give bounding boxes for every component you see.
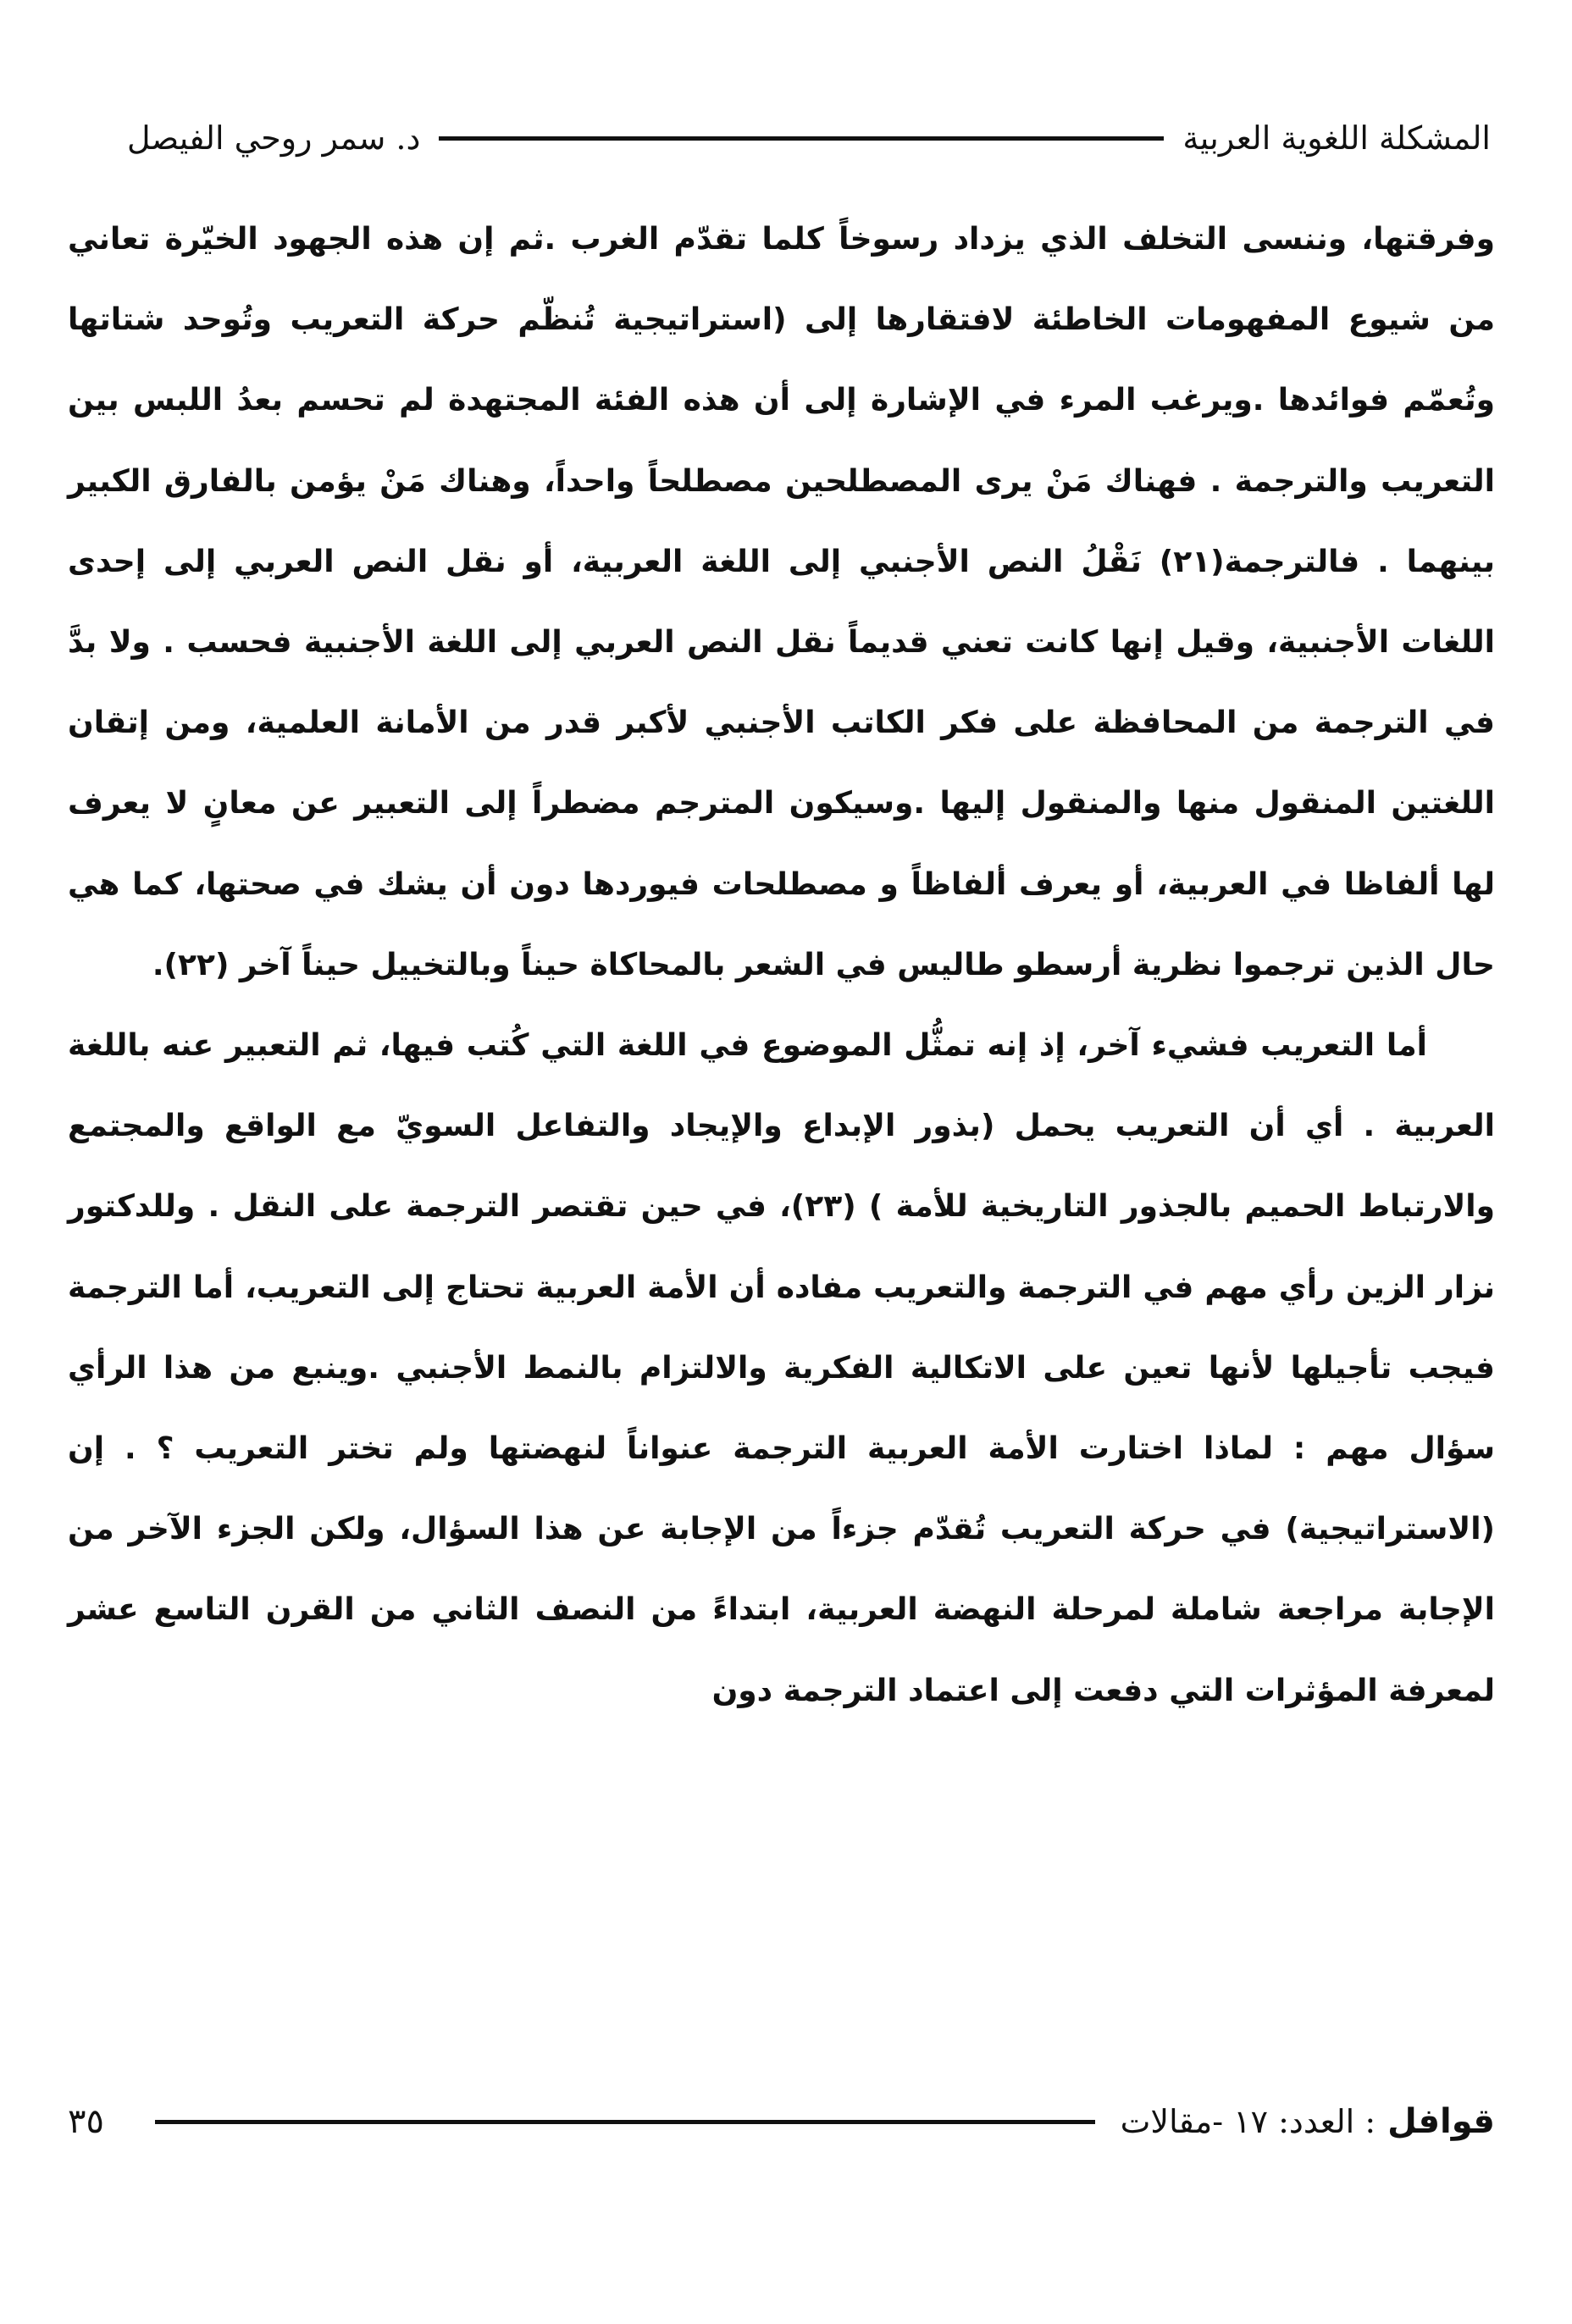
header-rule [439, 136, 1164, 141]
footer-issue-info: : العدد: ١٧ -مقالات [1120, 2103, 1376, 2140]
article-body [68, 199, 1495, 1731]
page-number: ٣٥ [68, 2102, 104, 2141]
paragraph-2: أما التعريب فشيء آخر، إذ إنه تمثُّل الموضوع في اللغة التي كُتب فيها، ثم التعبير عنه باللغة العربية . أي أن التعريب يحمل (بذور الإبداع والإيجاد والتفاعل السويّ مع الواقع والمجتمع والارتباط الحميم بالجذور التاريخية للأمة ) (٢٣)، في حين تقتصر الترجمة على النقل . وللدكتور نزار الزين رأي مهم في الترجمة والتعريب مفاده أن الأمة العربية تحتاج إلى التعريب، أما الترجمة فيجب تأجيلها لأنها تعين على الاتكالية الفكرية والالتزام بالنمط الأجنبي .وينبع من هذا الرأي سؤال مهم : لماذا اختارت الأمة العربية الترجمة عنواناً لنهضتها ولم تختر التعريب ؟ . إن (الاستراتيجية) في حركة التعريب تُقدّم جزءاً من الإجابة عن هذا السؤال، ولكن الجزء الآخر من الإجابة مراجعة شاملة لمرحلة النهضة العربية، ابتداءً من النصف الثاني من القرن التاسع عشر لمعرفة المؤثرات التي دفعت إلى اعتماد الترجمة دون [68, 1028, 1495, 1708]
footer-journal-name: قوافل [1387, 2102, 1495, 2141]
page-footer [68, 2092, 1495, 2151]
footer-rule [155, 2120, 1095, 2124]
header-author: د. سمر روحي الفيصل [127, 119, 421, 157]
paragraph-1: وفرقتها، وننسى التخلف الذي يزداد رسوخاً كلما تقدّم الغرب .ثم إن هذه الجهود الخيّرة تعاني من شيوع المفهومات الخاطئة لافتقارها إلى (استراتيجية تُنظّم حركة التعريب وتُوحد شتاتها وتُعمّم فوائدها .ويرغب المرء في الإشارة إلى أن هذه الفئة المجتهدة لم تحسم بعدُ اللبس بين التعريب والترجمة . فهناك مَنْ يرى المصطلحين مصطلحاً واحداً، وهناك مَنْ يؤمن بالفارق الكبير بينهما . فالترجمة(٢١) نَقْلُ النص الأجنبي إلى اللغة العربية، أو نقل النص العربي إلى إحدى اللغات الأجنبية، وقيل إنها كانت تعني قديماً نقل النص العربي إلى اللغة الأجنبية فحسب . ولا بدَّ في الترجمة من المحافظة على فكر الكاتب الأجنبي لأكبر قدر من الأمانة العلمية، ومن إتقان اللغتين المنقول منها والمنقول إليها .وسيكون المترجم مضطراً إلى التعبير عن معانٍ لا يعرف لها ألفاظا في العربية، أو يعرف ألفاظاً و مصطلحات فيوردها دون أن يشك في صحتها، كما هي حال الذين ترجموا نظرية أرسطو طاليس في الشعر بالمحاكاة حيناً وبالتخييل حيناً آخر (٢٢). [68, 222, 1495, 982]
header-title: المشكلة اللغوية العربية [1182, 119, 1491, 157]
running-header [127, 108, 1491, 168]
